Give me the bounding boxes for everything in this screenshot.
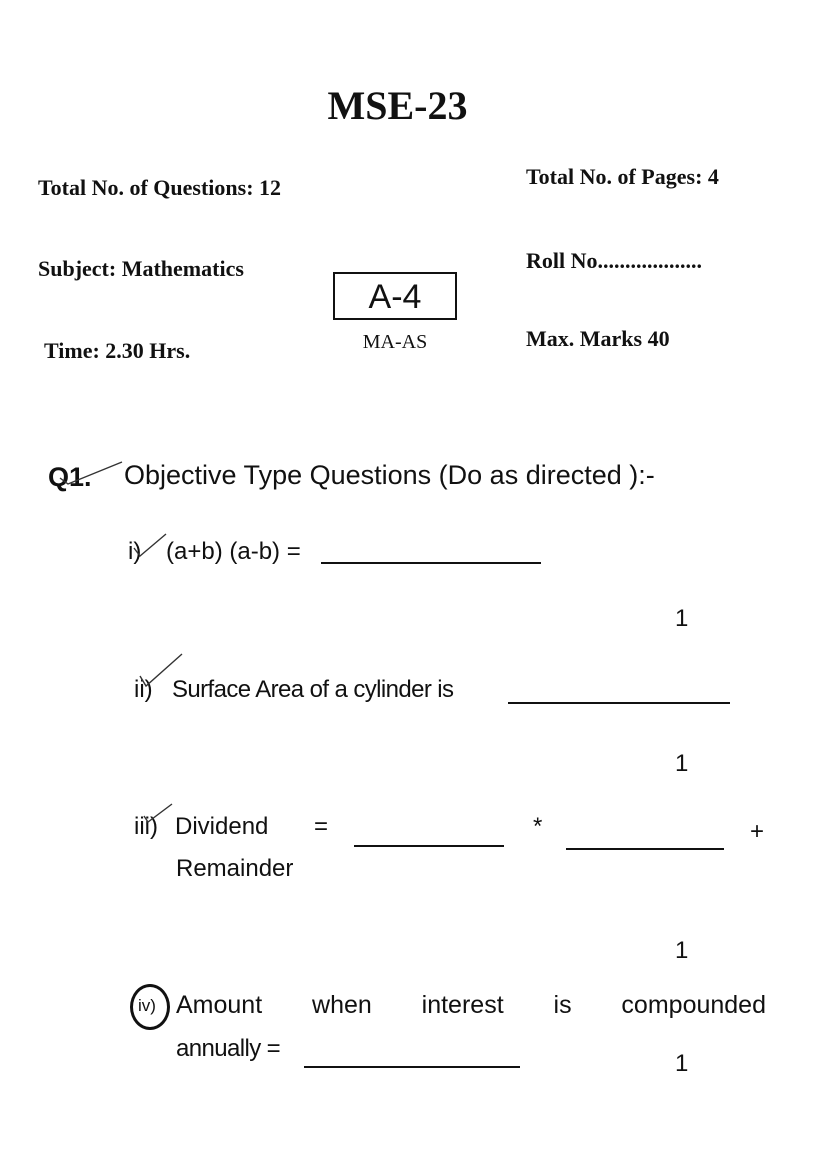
time: Time: 2.30 Hrs. xyxy=(44,338,191,363)
subject: Subject: Mathematics xyxy=(38,256,244,281)
plus-sign: + xyxy=(750,818,765,845)
item-text: (a+b) (a-b) = xyxy=(166,538,301,565)
item-mark: 1 xyxy=(675,605,689,632)
total-pages: Total No. of Pages: 4 xyxy=(526,164,719,189)
answer-blank[interactable] xyxy=(508,680,730,709)
question-label: Q1. xyxy=(48,462,92,492)
item-text-continued: Remainder xyxy=(176,855,294,882)
answer-blank[interactable] xyxy=(304,1044,520,1073)
item-number: i) xyxy=(128,538,142,565)
question-text: Objective Type Questions (Do as directed ):- xyxy=(124,460,655,490)
item-mark: 1 xyxy=(675,750,689,777)
times-sign: * xyxy=(533,813,543,840)
item-number: iv) xyxy=(138,996,156,1015)
answer-blank[interactable] xyxy=(566,826,724,855)
item-text: Dividend xyxy=(175,813,269,840)
item-mark: 1 xyxy=(675,1050,689,1077)
equals-sign: = xyxy=(314,813,329,840)
item-text-continued: annually = xyxy=(176,1035,281,1062)
roll-no: Roll No................... xyxy=(526,248,702,273)
answer-blank[interactable] xyxy=(321,540,541,569)
paper-code-box: A-4 xyxy=(333,272,457,320)
total-questions: Total No. of Questions: 12 xyxy=(38,175,282,200)
answer-blank[interactable] xyxy=(354,823,504,852)
check-mark-icon xyxy=(130,530,170,560)
exam-title: MSE-23 xyxy=(327,83,468,128)
item-mark: 1 xyxy=(675,937,689,964)
paper-code-sub: MA-AS xyxy=(362,331,428,353)
item-text: Amount when interest is compounded xyxy=(176,991,766,1019)
item-number: iii) xyxy=(134,813,158,840)
check-mark-icon xyxy=(140,802,176,826)
item-text: Surface Area of a cylinder is xyxy=(172,676,454,703)
check-mark-icon xyxy=(56,456,126,486)
max-marks: Max. Marks 40 xyxy=(526,326,670,351)
item-number: ii) xyxy=(134,676,153,703)
